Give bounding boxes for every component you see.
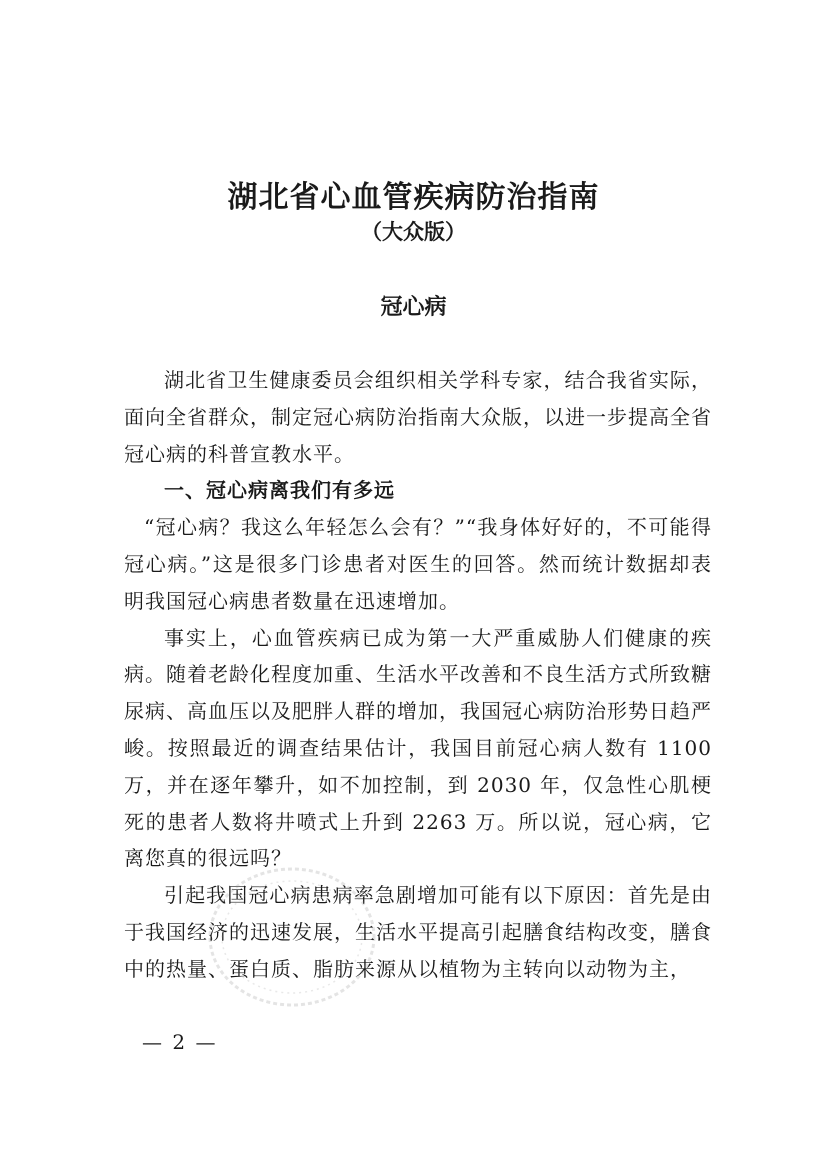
intro-paragraph: 湖北省卫生健康委员会组织相关学科专家，结合我省实际，面向全省群众，制定冠心病防治指南大众版，以进一步提高全省冠心病的科普宣教水平。 bbox=[124, 368, 712, 466]
document-title: 湖北省心血管疾病防治指南 bbox=[227, 180, 600, 215]
heading-1: 一、冠心病离我们有多远 bbox=[164, 478, 395, 503]
paragraph-1: “冠心病？我这么年轻怎么会有？”“我身体好好的，不可能得冠心病。”这是很多门诊患者对医生的回答。然而统计数据却表明我国冠心病患者数量在迅速增加。 bbox=[124, 515, 712, 613]
page-number: — 2 — bbox=[142, 1030, 218, 1054]
section-title: 冠心病 bbox=[380, 295, 447, 320]
document-subtitle: （大众版） bbox=[361, 220, 466, 244]
paragraph-2: 事实上，心血管疾病已成为第一大严重威胁人们健康的疾病。随着老龄化程度加重、生活水平改善和不良生活方式所致糖尿病、高血压以及肥胖人群的增加，我国冠心病防治形势日趋严峻。按照最近的调查结果估计，我国目前冠心病人数有 1100 万，并在逐年攀升，如不加控制，到 2030 年，仅急性心肌梗死的患者人数将井喷式上升到 2263 万。所以说，冠心病，它离您真的很远吗？ bbox=[124, 625, 712, 871]
faint-seal-stamp bbox=[202, 862, 382, 1012]
paragraph-3: 引起我国冠心病患病率急剧增加可能有以下原因：首先是由于我国经济的迅速发展，生活水平提高引起膳食结构改变，膳食中的热量、蛋白质、脂肪来源从以植物为主转向以动物为主， bbox=[124, 883, 712, 981]
